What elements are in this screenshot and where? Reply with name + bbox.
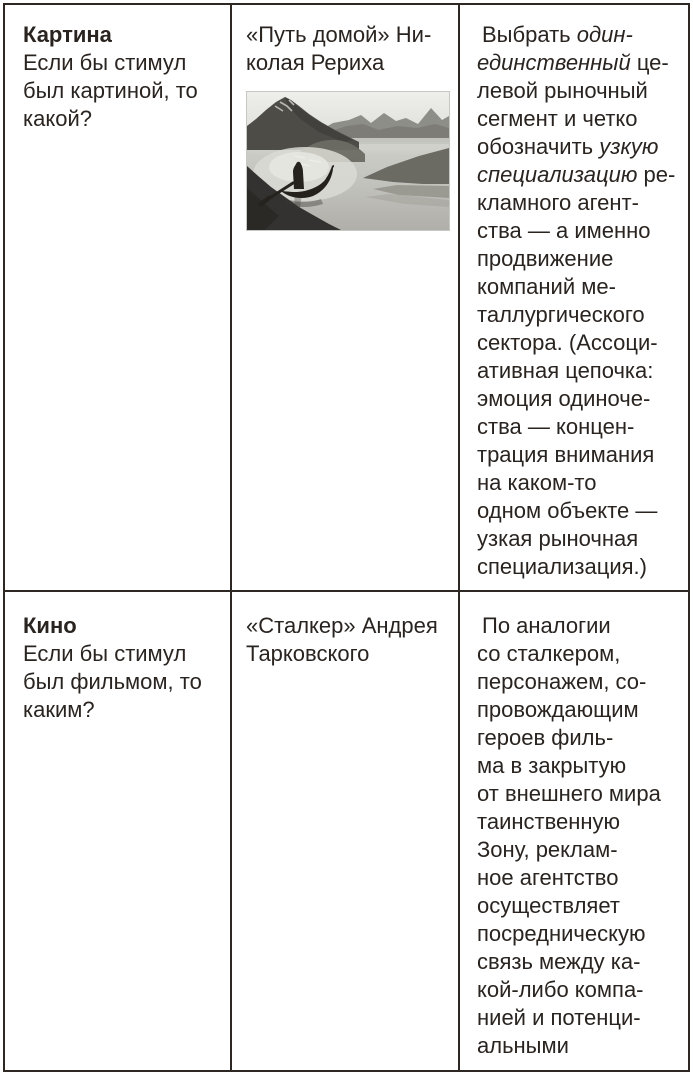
cell-interpretation-film bbox=[460, 592, 688, 1070]
interpretation-text-film: По аналогии со сталкером, персонажем, со- провождающим героев филь- ма в закрытую от внешнего мира таинственную Зону, реклам- ное агентство осуществляет посредническую связь между ка- кой-либо компа- нией и потенци- альными bbox=[477, 613, 661, 1058]
interpretation-text-picture: Выбрать один- единственный це- левой рыночный сегмент и четко обозначить узкую специализацию ре- кламного агент- ства — а именно продвижение компаний ме- таллургического сектора. (Ассоци- ативная цепочка: эмоция одиноче- ства — концен- трация внимания на каком-то одном объекте — узкая рыночная специализация.) bbox=[477, 22, 676, 579]
cell-interpretation-picture bbox=[460, 5, 688, 592]
cell-answer-picture bbox=[232, 5, 460, 592]
stimulus-question-picture: Если бы стимул был картиной, то какой? bbox=[23, 50, 198, 131]
cell-stimulus-picture bbox=[5, 5, 232, 592]
painting-image bbox=[247, 92, 449, 230]
cell-stimulus-film bbox=[5, 592, 232, 1070]
comparison-table bbox=[3, 3, 690, 1072]
film-caption: «Сталкер» Андрея Тарковского bbox=[246, 613, 438, 666]
painting-caption: «Путь домой» Ни- колая Рериха bbox=[246, 22, 432, 75]
cell-answer-film bbox=[232, 592, 460, 1070]
stimulus-question-film: Если бы стимул был фильмом, то каким? bbox=[23, 641, 202, 722]
roerich-path-home-painting bbox=[246, 91, 450, 231]
stimulus-title-picture: Картина bbox=[23, 22, 112, 47]
stimulus-title-film: Кино bbox=[23, 613, 77, 638]
